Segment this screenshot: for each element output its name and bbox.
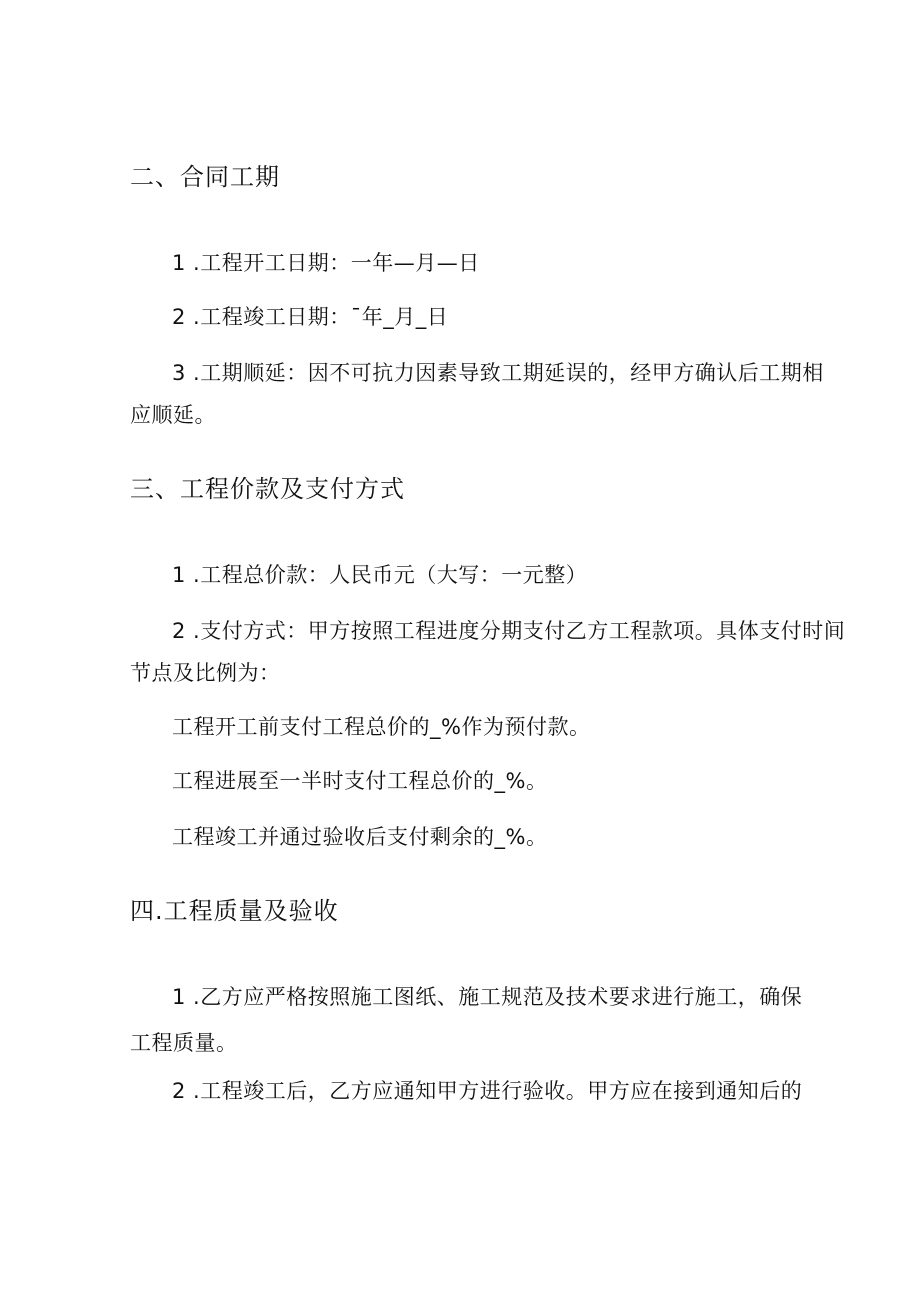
payment-stage-completion: 工程竣工并通过验收后支付剩余的_%。 [172,825,548,849]
clause-period-extension: 3 .工期顺延：因不可抗力因素导致工期延误的，经甲方确认后工期相 [172,361,824,385]
clause-payment-method-cont: 节点及比例为： [130,661,281,685]
payment-stage-midway: 工程进展至一半时支付工程总价的_%。 [172,769,548,793]
clause-completion-date: 2 .工程竣工日期：¯年_月_日 [172,305,449,329]
clause-acceptance-notice: 2 .工程竣工后，乙方应通知甲方进行验收。甲方应在接到通知后的 [172,1079,803,1103]
clause-construction-quality-cont: 工程质量。 [130,1031,238,1055]
clause-payment-method: 2 .支付方式：甲方按照工程进度分期支付乙方工程款项。具体支付时间 [172,619,846,643]
clause-total-price: 1 .工程总价款：人民币元（大写：一元整） [172,563,588,587]
section-heading-price-payment: 三、工程价款及支付方式 [130,475,405,503]
section-heading-contract-period: 二、合同工期 [130,163,280,191]
clause-construction-quality: 1 .乙方应严格按照施工图纸、施工规范及技术要求进行施工，确保 [172,985,803,1009]
payment-stage-advance: 工程开工前支付工程总价的_%作为预付款。 [172,715,591,739]
clause-period-extension-cont: 应顺延。 [130,403,216,427]
section-heading-quality-acceptance: 四.工程质量及验收 [130,897,339,925]
clause-start-date: 1 .工程开工日期：一年—月—日 [172,251,480,275]
